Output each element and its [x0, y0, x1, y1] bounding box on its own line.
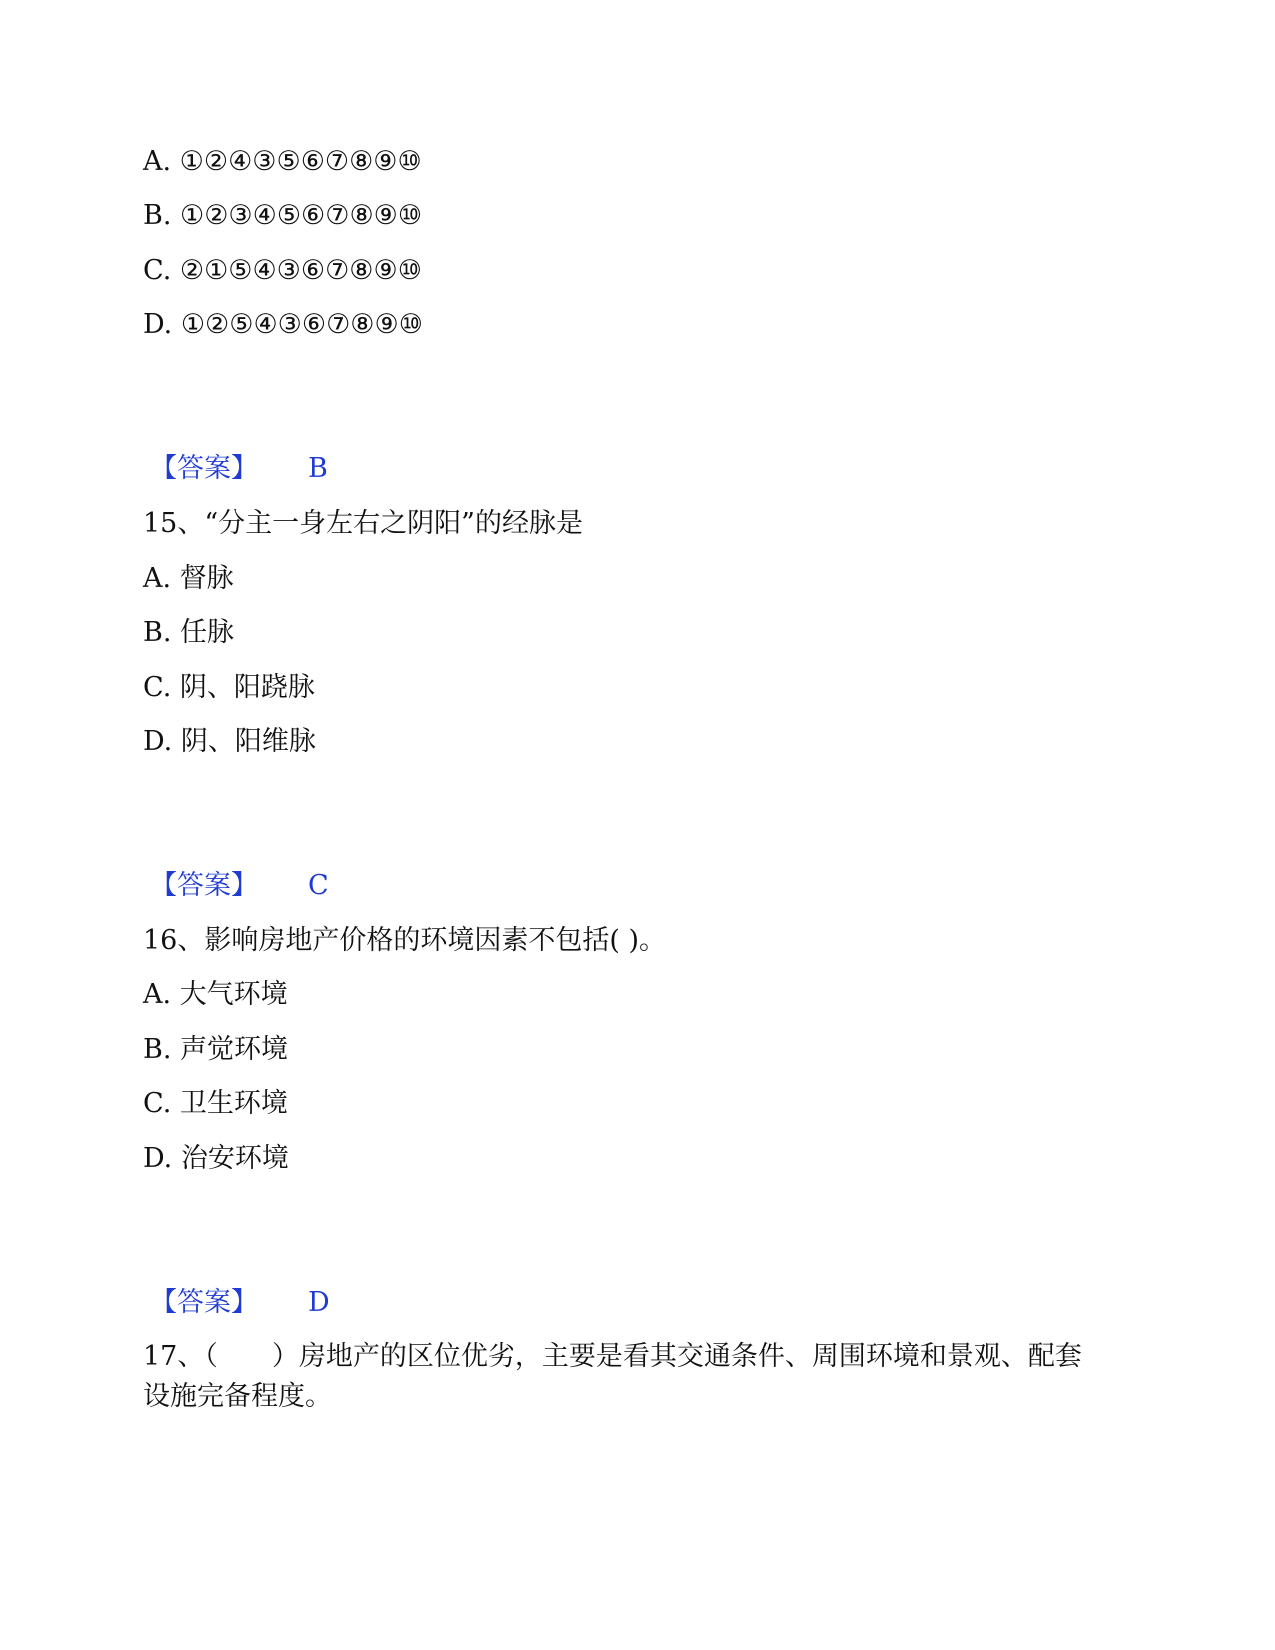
answer-label: 【答案】 — [150, 453, 258, 484]
answer-label: 【答案】 — [150, 870, 258, 901]
q16-option-b: B. 声觉环境 — [143, 1034, 289, 1065]
q15-answer — [150, 868, 329, 904]
q15-option-c: C. 阴、阳跷脉 — [143, 672, 315, 703]
q16-option-d: D. 治安环境 — [143, 1143, 289, 1174]
q16-option-a: A. 大气环境 — [143, 979, 288, 1010]
q15-option-a: A. 督脉 — [143, 563, 234, 594]
q15-option-b: B. 任脉 — [143, 617, 235, 648]
q14-option-b: B. ①②③④⑤⑥⑦⑧⑨⑩ — [143, 200, 423, 231]
q14-option-d: D. ①②⑤④③⑥⑦⑧⑨⑩ — [143, 309, 423, 340]
q16-option-c: C. 卫生环境 — [143, 1088, 288, 1119]
answer-label: 【答案】 — [150, 1287, 258, 1318]
q16-answer — [150, 1285, 330, 1321]
answer-value: D — [308, 1287, 330, 1318]
answer-value: B — [308, 453, 328, 484]
answer-value: C — [308, 870, 329, 901]
q15-option-d: D. 阴、阳维脉 — [143, 726, 316, 757]
q16-question: 16、影响房地产价格的环境因素不包括( )。 — [143, 925, 667, 956]
q14-option-a: A. ①②④③⑤⑥⑦⑧⑨⑩ — [143, 146, 422, 177]
q17-question: 17、（ ）房地产的区位优劣，主要是看其交通条件、周围环境和景观、配套设施完备程度。 — [143, 1341, 1082, 1412]
q14-option-c: C. ②①⑤④③⑥⑦⑧⑨⑩ — [143, 255, 422, 286]
q14-answer — [150, 451, 328, 487]
q15-question: 15、“分主一身左右之阴阳”的经脉是 — [143, 508, 583, 539]
